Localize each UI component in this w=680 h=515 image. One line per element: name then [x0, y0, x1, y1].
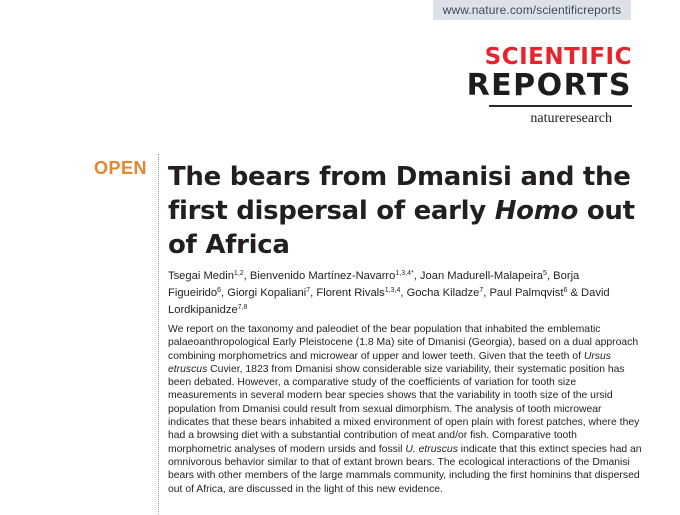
- author-name[interactable]: Florent Rivals: [316, 287, 385, 299]
- journal-url[interactable]: www.nature.com/scientificreports: [433, 0, 631, 20]
- author-name[interactable]: Gocha Kiladze: [406, 287, 480, 299]
- logo-scientific: SCIENTIFIC: [484, 44, 632, 70]
- abstract-species-1: Ursus etruscus: [168, 350, 611, 375]
- author-name[interactable]: Joan Madurell-Malapeira: [419, 270, 544, 282]
- publisher-suffix: research: [565, 111, 612, 126]
- author-name[interactable]: David Lordkipanidze: [168, 287, 610, 316]
- author-name[interactable]: Bienvenido Martínez-Navarro: [249, 270, 396, 282]
- author-name[interactable]: Giorgi Kopaliani: [227, 287, 307, 299]
- article-title: [168, 160, 638, 262]
- author-affiliation: 7: [306, 287, 311, 294]
- author-separator: ,: [413, 270, 420, 282]
- author-name[interactable]: Tsegai Medin: [168, 270, 234, 282]
- logo-reports: REPORTS: [466, 68, 632, 103]
- abstract-text-3: indicate that this extinct species had an omnivorous behavior similar to that of extant brown bears. The ecological interactions of the Dmanisi bears with other members of the large mammals community, including the first hominins that dispersed out of Africa, are discussed in the light of this new evidence.: [168, 443, 642, 495]
- publisher-prefix: nature: [530, 111, 566, 126]
- author-affiliation: 1,3,4: [384, 287, 401, 294]
- author-affiliation: 6: [563, 287, 568, 294]
- title-italic: Homo: [494, 196, 579, 226]
- abstract-text-1: We report on the taxonomy and paleodiet of the bear population that inhabited the emblematic palaeoanthropological Early Pleistocene (1.8 Ma) site of Dmanisi (Georgia), based on a dual approach combining morphometrics and microwear of upper and lower teeth. Given that the teeth of: [168, 324, 639, 362]
- title-part-2: out of Africa: [168, 196, 635, 260]
- title-part-1: The bears from Dmanisi and the first dispersal of early: [168, 162, 631, 226]
- author-separator: ,: [400, 287, 407, 299]
- author-name[interactable]: Borja Figueirido: [168, 270, 580, 299]
- author-affiliation: 5: [543, 270, 547, 277]
- author-name[interactable]: Paul Palmqvist: [489, 287, 564, 299]
- margin-divider: [158, 154, 159, 514]
- abstract-species-2: U. etruscus: [405, 443, 458, 455]
- publisher-logo: [467, 111, 632, 127]
- author-separator: ,: [310, 287, 317, 299]
- journal-logo: [467, 44, 632, 127]
- author-separator: ,: [243, 270, 250, 282]
- abstract: [168, 323, 642, 496]
- author-affiliation: 7,8: [237, 304, 248, 311]
- open-access-label: OPEN: [94, 158, 148, 178]
- author-list: [168, 268, 638, 319]
- author-affiliation: 1,3,4*: [395, 270, 414, 277]
- logo-divider: [489, 105, 632, 107]
- author-separator: ,: [221, 287, 228, 299]
- abstract-text-2: Cuvier, 1823 from Dmanisi show considerable size variability, their systematic position has been debated. However, a comparative study of the coefficients of variation for tooth size measurements in several modern bear species shows that the variability in tooth size of the ursid population from Dmanisi could result from sexual dimorphism. The analysis of tooth microwear indicates that these bears inhabited a mixed environment of open plain with forest patches, where they had a browsing diet with a substantial contribution of meat and/or fish. Comparative tooth morphometric analyses of modern ursids and fossil: [168, 363, 640, 455]
- author-separator: ,: [483, 287, 490, 299]
- author-affiliation: 1,2: [233, 270, 244, 277]
- author-affiliation: 7: [479, 287, 484, 294]
- author-affiliation: 6: [217, 287, 222, 294]
- author-separator: ,: [546, 270, 554, 282]
- author-separator: &: [567, 287, 582, 299]
